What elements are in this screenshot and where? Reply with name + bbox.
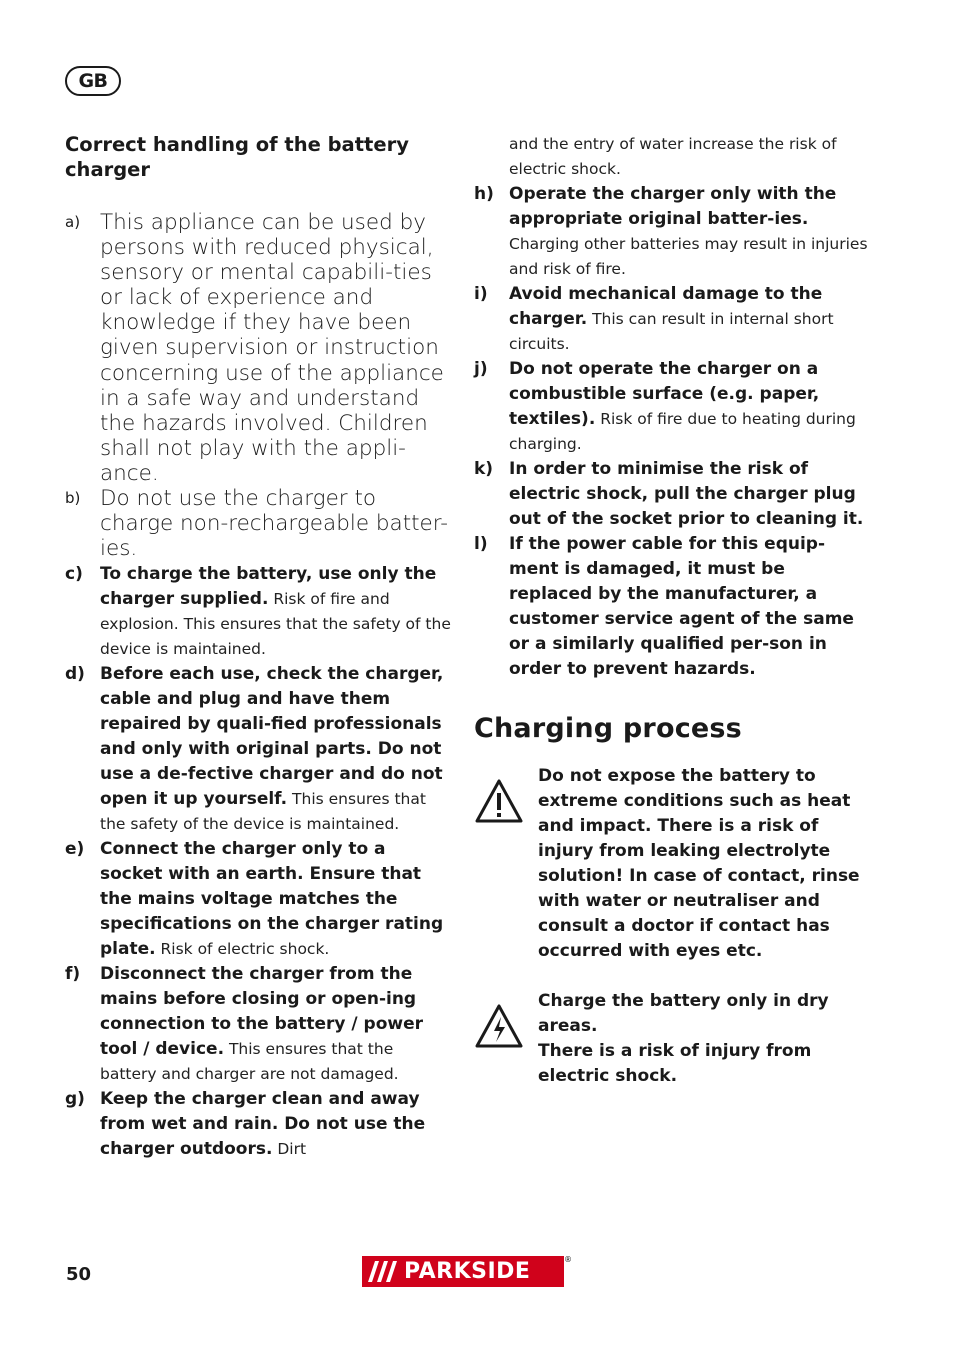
list-item [65, 562, 453, 662]
registered-mark: ® [564, 1255, 572, 1264]
warning-electric-icon [474, 989, 538, 1053]
item-label: c) [65, 564, 83, 585]
item-text [100, 562, 453, 662]
list-item [474, 282, 869, 357]
item-bold-text: Avoid mechanical damage to the charger. [509, 284, 823, 329]
language-badge: GB [65, 66, 121, 96]
item-bold-text: Connect the charger only to a socket with an earth. Ensure that the mains voltage matches the specifications on the charger rating plate. [100, 839, 444, 960]
item-text [509, 457, 869, 532]
item-text: Do not use the charger to charge non-rechargeable batter-ies. [100, 486, 449, 562]
item-text [100, 837, 453, 962]
item-bold-text: If the power cable for this equip-ment is damaged, it must be replaced by the manufacturer, a customer service agent of the same or a similarly qualified per-son in order to prevent hazards. [509, 534, 854, 679]
item-bold-text: Disconnect the charger from the mains before closing or open-ing connection to the battery / power tool / device. [100, 964, 424, 1060]
item-label: d) [65, 664, 85, 685]
list-item [65, 962, 453, 1087]
section-title: Charging process [474, 713, 742, 744]
logo-brand-name: PARKSIDE [404, 1259, 531, 1284]
list-item [474, 457, 869, 532]
list-item [65, 210, 453, 486]
list-item [474, 532, 869, 682]
item-normal-text: Charging other batteries may result in injuries and risk of fire. [509, 235, 868, 278]
logo-slashes-icon [362, 1256, 402, 1287]
item-bold-text: Do not operate the charger on a combustible surface (e.g. paper, textiles). [509, 359, 820, 429]
list-item [65, 837, 453, 962]
item-label: f) [65, 964, 81, 985]
right-column [474, 132, 869, 1114]
warning-block [474, 989, 869, 1089]
item-normal-text: Dirt [272, 1140, 307, 1159]
item-label: g) [65, 1089, 85, 1110]
item-label: i) [474, 284, 488, 304]
item-text [509, 357, 869, 457]
warning-line: There is a risk of injury from electric shock. [538, 1041, 812, 1086]
item-text [100, 962, 453, 1087]
item-normal-text: Risk of fire and explosion. This ensures that the safety of the device is maintained. [100, 590, 451, 659]
left-column [65, 132, 453, 1162]
page-number: 50 [66, 1264, 92, 1285]
item-text [509, 282, 869, 357]
continued-text: and the entry of water increase the risk of electric shock. [509, 135, 837, 178]
section-heading: Correct handling of the battery charger [65, 133, 409, 181]
item-text [100, 1087, 453, 1162]
item-label: a) [65, 213, 81, 231]
list-item [474, 357, 869, 457]
warning-text: Do not expose the battery to extreme conditions such as heat and impact. There is a risk of injury from leaking electrolyte solution! In case of contact, rinse with water or neutraliser and consult a doctor if contact has occurred with eyes etc. [538, 766, 860, 961]
item-label: l) [474, 534, 488, 554]
item-bold-text: In order to minimise the risk of electric shock, pull the charger plug out of the socket prior to cleaning it. [509, 459, 864, 529]
item-normal-text: This can result in internal short circuits. [509, 310, 834, 353]
item-normal-text: Risk of electric shock. [155, 940, 330, 959]
item-bold-text: Operate the charger only with the appropriate original batter-ies. [509, 184, 837, 229]
list-item [65, 486, 453, 561]
item-normal-text: This ensures that the battery and charger are not damaged. [100, 1040, 399, 1084]
item-normal-text: This ensures that the safety of the device is maintained. [100, 790, 426, 834]
item-bold-text: Before each use, check the charger, cable and plug and have them repaired by quali-fied professionals and only with original parts. Do not use a de-fective charger and do not open it up yourself. [100, 664, 444, 810]
item-label: b) [65, 489, 81, 508]
list-item [474, 182, 869, 282]
list-item [65, 1087, 453, 1162]
item-label: h) [474, 184, 494, 204]
item-text [100, 662, 453, 837]
item-label: k) [474, 459, 494, 479]
parkside-logo [362, 1255, 572, 1287]
warning-text [538, 989, 869, 1089]
item-bold-text: Keep the charger clean and away from wet and rain. Do not use the charger outdoors. [100, 1089, 426, 1160]
list-item [65, 662, 453, 837]
item-normal-text: Risk of fire due to heating during charging. [509, 410, 856, 453]
item-text: This appliance can be used by persons with reduced physical, sensory or mental capabili-ties or lack of experience and knowledge if they have been given supervision or instruction concerning use of the appliance in a safe way and understand the hazards involved. Children shall not play with the appli-ance. [100, 210, 444, 486]
warning-block [474, 764, 869, 964]
item-text [509, 532, 869, 682]
item-label: j) [474, 359, 488, 379]
item-text [509, 182, 869, 282]
item-bold-text: To charge the battery, use only the charger supplied. [100, 564, 437, 610]
warning-line: Charge the battery only in dry areas. [538, 991, 829, 1036]
warning-exclamation-icon [474, 764, 538, 828]
item-label: e) [65, 839, 85, 860]
